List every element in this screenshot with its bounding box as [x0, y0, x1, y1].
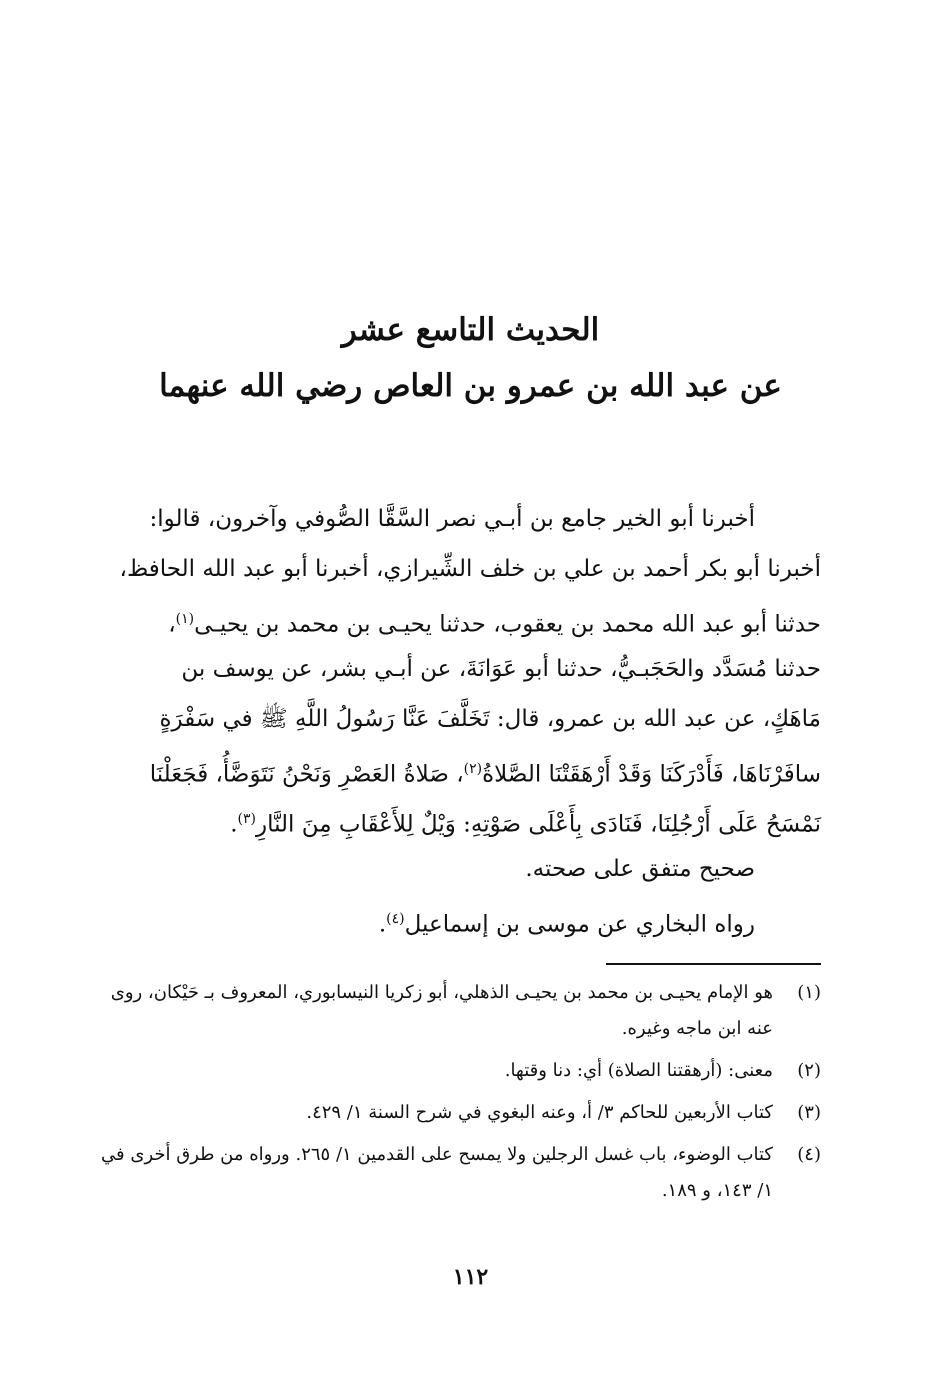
- footnote: [92, 1095, 821, 1131]
- footnote-text: معنى: (أرهقتنا الصلاة) أي: دنا وقتها.: [504, 1060, 773, 1081]
- text-line-content: أخبرنا أبو بكر أحمد بن علي بن خلف الشِّيرازي، أخبرنا أبو عبد الله الحافظ،: [119, 556, 821, 582]
- punctuation: ،: [168, 611, 176, 638]
- punctuation: .: [230, 811, 238, 838]
- text-line-content: نَمْسَحُ عَلَى أَرْجُلِنَا، فَنَادَى بِأَعْلَى صَوْتِهِ: وَيْلٌ لِلأَعْقَابِ مِنَ النَّارِ: [255, 811, 821, 838]
- hadith-subtitle: عن عبد الله بن عمرو بن العاص رضي الله عنهما: [159, 368, 782, 404]
- footnote-text: كتاب الأربعين للحاكم ٣/ أ، وعنه البغوي في شرح السنة ١/ ٤٢٩.: [306, 1102, 773, 1123]
- footnote: [92, 1137, 821, 1209]
- hadith-text: [88, 494, 821, 944]
- footnote-number: (٤): [797, 1144, 821, 1165]
- footnote-text: هو الإمام يحيـى بن محمد بن يحيـى الذهلي، أبو زكريا النيسابوري، المعروف بـ حَيْكان، روى عنه ابن ماجه وغيره.: [110, 982, 773, 1039]
- text-line-content: مَاهَكٍ، عن عبد الله بن عمرو، قال: تَخَلَّفَ عَنَّا رَسُولُ اللَّهِ ﷺ في سَفْرَةٍ: [159, 706, 821, 732]
- text-line: [88, 494, 821, 544]
- text-line-content: أخبرنا أبو الخير جامع بن أبـي نصر السَّقَّا الصُّوفي وآخرون، قالوا:: [149, 506, 755, 532]
- footnote-separator: [606, 963, 821, 965]
- ruling-line: [88, 844, 821, 894]
- footnote: [92, 1053, 821, 1089]
- footnote-marker: (١): [175, 611, 195, 627]
- text-line: [88, 794, 821, 844]
- text-line: [88, 594, 821, 644]
- narration-text: رواه البخاري عن موسى بن إسماعيل: [404, 911, 755, 938]
- punctuation: .: [378, 911, 387, 938]
- text-line: [88, 544, 821, 594]
- narration-line: [88, 894, 821, 944]
- text-line: [88, 744, 821, 794]
- footnote-number: (٢): [797, 1060, 821, 1081]
- footnote: [92, 975, 821, 1047]
- text-line: [88, 694, 821, 744]
- text-line-content: ، صَلاةُ العَصْرِ وَنَحْنُ نَتَوَضَّأُ، فَجَعَلْنَا: [149, 761, 464, 788]
- text-line-content: حدثنا مُسَدَّد والحَجَبـيُّ، حدثنا أبو عَوَانَةَ، عن أبـي بشر، عن يوسف بن: [181, 656, 821, 682]
- page-number: ١١٢: [452, 1264, 489, 1290]
- ruling-text: صحيح متفق على صحته.: [525, 856, 755, 882]
- footnote-text: كتاب الوضوء، باب غسل الرجلين ولا يمسح على القدمين ١/ ٢٦٥. ورواه من طرق أخرى في ١/ ١٤٣، و ١٨٩.: [101, 1144, 773, 1201]
- footnote-marker: (٣): [237, 811, 256, 827]
- footnote-marker: (٤): [386, 911, 405, 927]
- footnote-number: (٣): [797, 1102, 821, 1123]
- text-line-content: سافَرْنَاهَا، فَأَدْرَكَنَا وَقَدْ أَرْهَقَتْنَا الصَّلاةُ: [482, 761, 821, 788]
- footnotes: [92, 975, 821, 1215]
- text-line-content: حدثنا أبو عبد الله محمد بن يعقوب، حدثنا يحيـى بن محمد بن يحيـى: [194, 611, 821, 638]
- footnote-marker: (٢): [463, 761, 483, 777]
- hadith-title: الحديث التاسع عشر: [341, 312, 600, 348]
- footnote-number: (١): [797, 982, 821, 1003]
- text-line: [88, 644, 821, 694]
